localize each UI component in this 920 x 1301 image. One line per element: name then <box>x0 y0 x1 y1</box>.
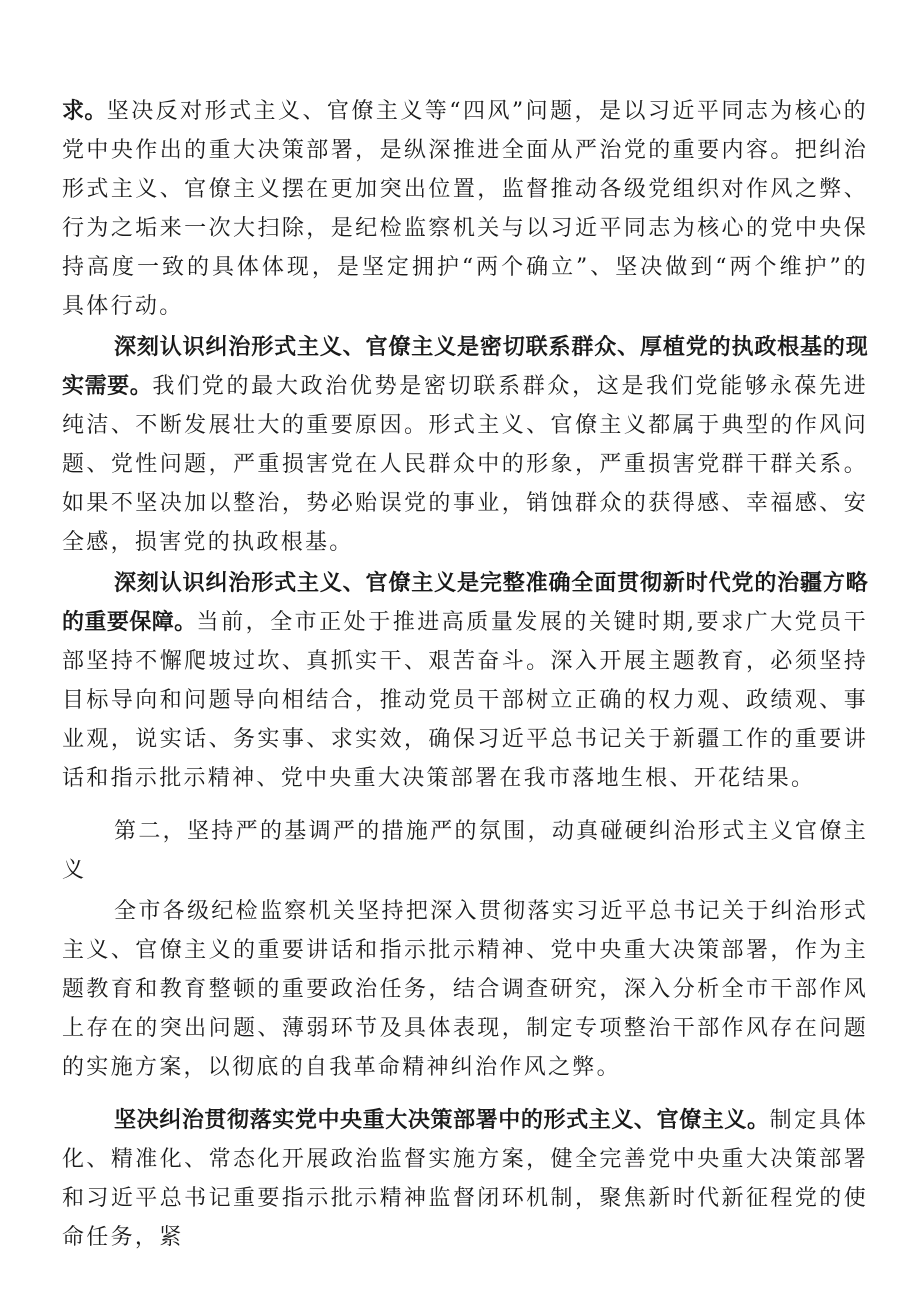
paragraph-2-body: 我们党的最大政治优势是密切联系群众，这是我们党能够永葆先进纯洁、不断发展壮大的重要原因。形式主义、官僚主义都属于典型的作风问题、党性问题，严重损害党在人民群众中的形象，严重损害党群干群关系。如果不坚决加以整治，势必贻误党的事业，销蚀群众的获得感、幸福感、安全感，损害党的执政根基。 <box>62 374 869 555</box>
section-heading-2-text: 第二，坚持严的基调严的措施严的氛围，动真碰硬纠治形式主义官僚主义 <box>62 819 868 883</box>
paragraph-2-lead: 深刻认识纠治形式主义、官僚主义是密切联系群众、厚植党的执政根基的现实需要。 <box>62 335 868 399</box>
paragraph-3-lead: 深刻认识纠治形式主义、官僚主义是完整准确全面贯彻新时代党的治疆方略的重要保障。 <box>62 571 868 635</box>
paragraph-1 <box>62 92 868 326</box>
paragraph-5-body: 全市各级纪检监察机关坚持把深入贯彻落实习近平总书记关于纠治形式主义、官僚主义的重要讲话和指示批示精神、党中央重大决策部署，作为主题教育和教育整顿的重要政治任务，结合调查研究，深入分析全市干部作风上存在的突出问题、薄弱环节及具体表现，制定专项整治干部作风存在问题的实施方案，以彻底的自我革命精神纠治作风之弊。 <box>62 899 868 1080</box>
paragraph-1-lead: 求。 <box>62 99 107 124</box>
paragraph-3-body: 当前，全市正处于推进高质量发展的关键时期,要求广大党员干部坚持不懈爬坡过坎、真抓实干、艰苦奋斗。深入开展主题教育，必须坚持目标导向和问题导向相结合，推动党员干部树立正确的权力观、政绩观、事业观，说实话、务实事、求实效，确保习近平总书记关于新疆工作的重要讲话和指示批示精神、党中央重大决策部署在我市落地生根、开花结果。 <box>62 610 868 791</box>
paragraph-6 <box>62 1101 868 1257</box>
document-page <box>62 92 868 1257</box>
paragraph-6-lead: 坚决纠治贯彻落实党中央重大决策部署中的形式主义、官僚主义。 <box>114 1108 770 1133</box>
paragraph-2 <box>62 328 868 562</box>
paragraph-6-body: 制定具体化、精准化、常态化开展政治监督实施方案，健全完善党中央重大决策部署和习近平总书记重要指示批示精神监督闭环机制，聚焦新时代新征程党的使命任务，紧 <box>62 1108 868 1250</box>
section-heading-2 <box>62 812 868 890</box>
paragraph-5 <box>62 892 868 1087</box>
paragraph-1-body: 坚决反对形式主义、官僚主义等“四风”问题，是以习近平同志为核心的党中央作出的重大决策部署，是纵深推进全面从严治党的重要内容。把纠治形式主义、官僚主义摆在更加突出位置，监督推动各级党组织对作风之弊、行为之垢来一次大扫除，是纪检监察机关与以习近平同志为核心的党中央保持高度一致的具体体现，是坚定拥护“两个确立”、坚决做到“两个维护”的具体行动。 <box>62 99 868 319</box>
paragraph-3 <box>62 564 868 798</box>
